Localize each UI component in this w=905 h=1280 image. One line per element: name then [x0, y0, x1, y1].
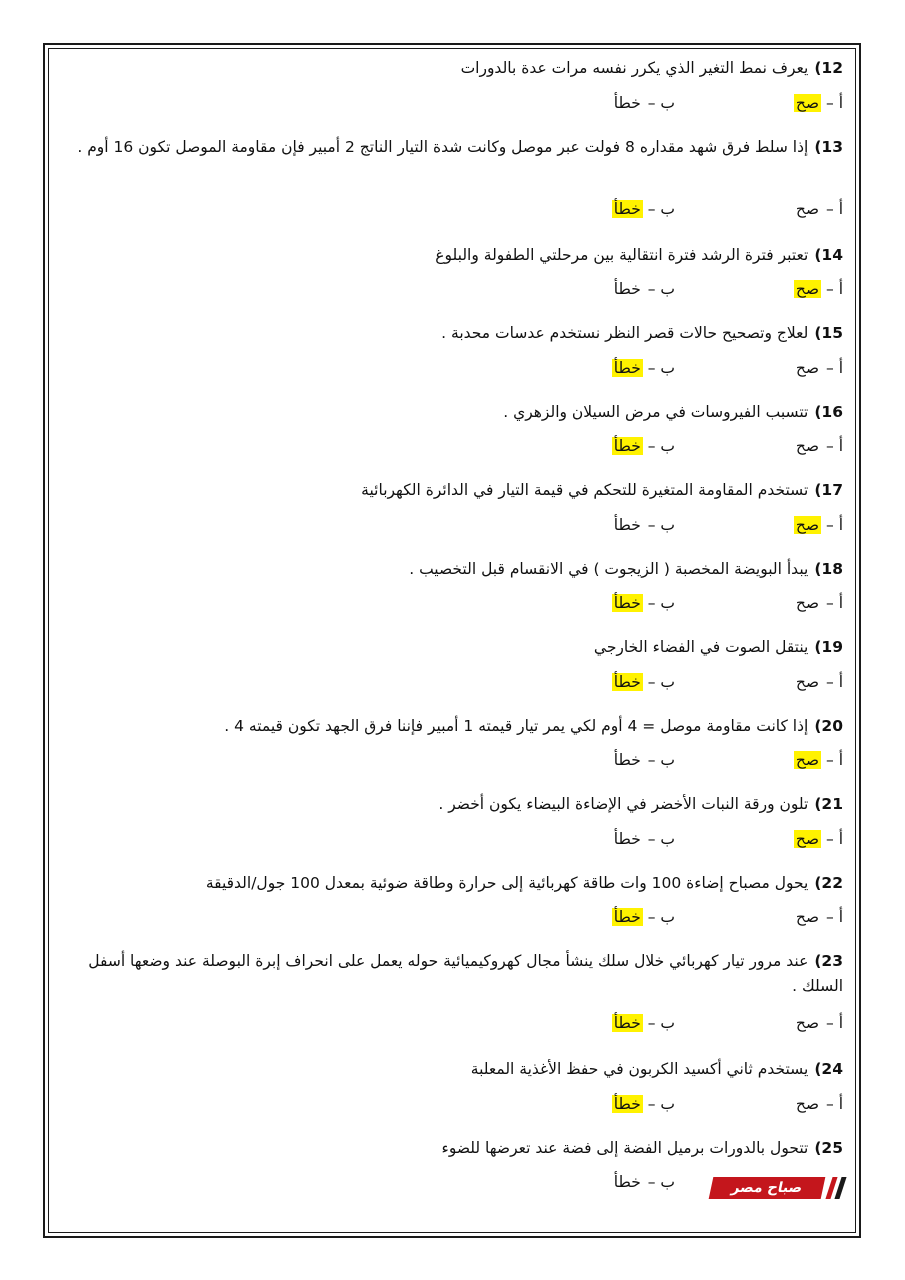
option-letter: أ –	[826, 1094, 843, 1113]
option-label-highlighted: خطأ	[613, 672, 641, 691]
question-text: لعلاج وتصحيح حالات قصر النظر نستخدم عدسات محدبة .	[441, 324, 809, 342]
question-item	[50, 1051, 843, 1130]
question-text-line	[50, 635, 843, 660]
option-letter: ب –	[647, 1094, 675, 1113]
option-letter: ب –	[647, 829, 675, 848]
option-label-highlighted: خطأ	[613, 437, 641, 455]
option-true[interactable]	[794, 1092, 843, 1116]
question-item	[50, 472, 843, 551]
option-label-highlighted: صح	[795, 751, 820, 769]
option-true[interactable]	[794, 434, 843, 458]
option-letter: أ –	[826, 199, 843, 218]
question-number: 14)	[814, 245, 843, 264]
question-text: يبدأ البويضة المخصبة ( الزيجوت ) في الانقسام قبل التخصيب .	[409, 559, 809, 578]
question-item	[50, 129, 843, 237]
answer-options	[543, 591, 843, 617]
option-label: خطأ	[613, 829, 641, 848]
question-item	[50, 551, 843, 630]
option-label: خطأ	[613, 280, 641, 298]
answer-options	[543, 91, 843, 117]
option-false[interactable]	[612, 277, 675, 301]
question-number: 15)	[814, 324, 843, 342]
logo-text: صباح مصر	[709, 1177, 826, 1199]
option-letter: ب –	[647, 1014, 675, 1032]
question-number: 22)	[814, 873, 843, 892]
option-false[interactable]	[612, 1011, 675, 1035]
option-false[interactable]	[612, 1170, 675, 1194]
option-label: صح	[795, 1094, 820, 1113]
question-text: عند مرور تيار كهربائي خلال سلك ينشأ مجال كهروكيميائية حوله يعمل على انحراف إبرة البوصلة عند وضعها أسفل السلك .	[88, 952, 843, 995]
question-number: 12)	[814, 59, 843, 77]
answer-options	[543, 1011, 843, 1037]
option-label-highlighted: صح	[795, 280, 820, 298]
answer-options	[543, 905, 843, 931]
option-false[interactable]	[612, 591, 675, 615]
option-true[interactable]	[794, 356, 843, 380]
question-text: تتسبب الفيروسات في مرض السيلان والزهري .	[503, 402, 809, 421]
option-true[interactable]	[794, 905, 843, 929]
question-number: 20)	[814, 716, 843, 735]
option-letter: أ –	[826, 829, 843, 848]
option-label: خطأ	[613, 751, 641, 769]
option-true[interactable]	[794, 827, 843, 851]
answer-options	[543, 827, 843, 853]
question-text-line	[50, 871, 843, 896]
question-text-line	[50, 714, 843, 739]
question-item	[50, 50, 843, 129]
option-false[interactable]	[612, 356, 675, 380]
answer-options	[543, 670, 843, 696]
option-letter: أ –	[826, 515, 843, 534]
question-text-line	[50, 557, 843, 582]
option-false[interactable]	[612, 748, 675, 772]
option-label: خطأ	[613, 1173, 641, 1191]
question-text: يحول مصباح إضاءة 100 وات طاقة كهربائية إلى حرارة وطاقة ضوئية بمعدل 100 جول/الدقيقة	[205, 873, 809, 892]
option-false[interactable]	[612, 434, 675, 458]
option-label: صح	[795, 594, 820, 612]
option-label-highlighted: خطأ	[613, 1014, 641, 1032]
option-letter: أ –	[826, 751, 843, 769]
option-true[interactable]	[794, 197, 843, 221]
option-false[interactable]	[612, 513, 675, 537]
option-letter: ب –	[647, 908, 675, 926]
question-text-line	[50, 400, 843, 425]
option-label-highlighted: خطأ	[613, 594, 641, 612]
question-number: 13)	[814, 137, 843, 156]
option-letter: أ –	[826, 1014, 843, 1032]
option-letter: أ –	[826, 93, 843, 112]
question-list	[50, 50, 843, 1208]
question-number: 21)	[814, 795, 843, 813]
question-item	[50, 708, 843, 787]
question-number: 18)	[814, 559, 843, 578]
option-label-highlighted: صح	[795, 515, 820, 534]
option-true[interactable]	[794, 670, 843, 694]
question-text: إذا سلط فرق شهد مقداره 8 فولت عبر موصل وكانت شدة التيار الناتج 2 أمبير فإن مقاومة الموصل تكون 16 أوم .	[77, 137, 809, 156]
question-text: تلون ورقة النبات الأخضر في الإضاءة البيضاء يكون أخضر .	[438, 795, 809, 813]
option-label: خطأ	[613, 515, 641, 534]
option-letter: ب –	[647, 515, 675, 534]
option-label: صح	[795, 672, 820, 691]
question-text: يعرف نمط التغير الذي يكرر نفسه مرات عدة بالدورات	[460, 59, 809, 77]
option-label: صح	[795, 358, 820, 377]
option-false[interactable]	[612, 905, 675, 929]
question-number: 25)	[814, 1138, 843, 1157]
option-letter: ب –	[647, 199, 675, 218]
option-false[interactable]	[612, 670, 675, 694]
option-false[interactable]	[612, 827, 675, 851]
question-text-line	[50, 792, 843, 817]
watermark-logo	[703, 1177, 853, 1201]
option-letter: ب –	[647, 594, 675, 612]
question-number: 17)	[814, 481, 843, 499]
option-label: صح	[795, 1014, 820, 1032]
option-letter: ب –	[647, 437, 675, 455]
option-true[interactable]	[794, 513, 843, 537]
option-true[interactable]	[794, 91, 843, 115]
option-letter: ب –	[647, 280, 675, 298]
answer-options	[543, 1092, 843, 1118]
question-item	[50, 237, 843, 316]
question-item	[50, 394, 843, 473]
question-text-line	[50, 949, 843, 999]
option-label: صح	[795, 437, 820, 455]
option-letter: أ –	[826, 908, 843, 926]
option-letter: ب –	[647, 751, 675, 769]
option-false[interactable]	[612, 197, 675, 221]
option-letter: أ –	[826, 280, 843, 298]
question-number: 24)	[814, 1060, 843, 1078]
option-false[interactable]	[612, 91, 675, 115]
question-text: ينتقل الصوت في الفضاء الخارجي	[593, 638, 809, 656]
option-label-highlighted: خطأ	[613, 908, 641, 926]
option-label-highlighted: خطأ	[613, 358, 641, 377]
question-item	[50, 943, 843, 1051]
question-text-line	[50, 1136, 843, 1161]
option-letter: ب –	[647, 93, 675, 112]
question-item	[50, 315, 843, 394]
question-item	[50, 629, 843, 708]
question-item	[50, 786, 843, 865]
question-text: تتحول بالدورات برميل الفضة إلى فضة عند تعرضها للضوء	[441, 1138, 809, 1157]
option-true[interactable]	[794, 1011, 843, 1035]
question-number: 19)	[814, 638, 843, 656]
question-text: تعتبر فترة الرشد فترة انتقالية بين مرحلتي الطفولة والبلوغ	[435, 245, 809, 264]
option-label-highlighted: خطأ	[613, 199, 641, 218]
option-letter: أ –	[826, 358, 843, 377]
question-text: إذا كانت مقاومة موصل = 4 أوم لكي يمر تيار قيمته 1 أمبير فإننا فرق الجهد تكون قيمته 4 .	[224, 716, 809, 735]
option-letter: أ –	[826, 672, 843, 691]
answer-options	[543, 356, 843, 382]
answer-options	[543, 748, 843, 774]
option-true[interactable]	[794, 748, 843, 772]
question-text-line	[50, 478, 843, 503]
option-letter: ب –	[647, 1173, 675, 1191]
option-label-highlighted: خطأ	[613, 1094, 641, 1113]
question-number: 16)	[814, 402, 843, 421]
question-text-line	[50, 56, 843, 81]
answer-options	[543, 277, 843, 303]
option-false[interactable]	[612, 1092, 675, 1116]
option-true[interactable]	[794, 277, 843, 301]
question-text-line	[50, 1057, 843, 1082]
option-letter: أ –	[826, 437, 843, 455]
question-text-line	[50, 243, 843, 268]
question-text-line	[50, 321, 843, 346]
option-label: صح	[795, 908, 820, 926]
option-letter: ب –	[647, 672, 675, 691]
answer-options	[543, 513, 843, 539]
question-number: 23)	[814, 952, 843, 970]
question-item	[50, 865, 843, 944]
option-true[interactable]	[794, 591, 843, 615]
option-label-highlighted: صح	[795, 93, 820, 112]
option-letter: ب –	[647, 358, 675, 377]
question-text: تستخدم المقاومة المتغيرة للتحكم في قيمة التيار في الدائرة الكهربائية	[361, 481, 809, 499]
option-label-highlighted: صح	[795, 829, 820, 848]
logo-stripes	[827, 1177, 847, 1199]
answer-options	[543, 197, 843, 223]
option-label: خطأ	[613, 93, 641, 112]
option-letter: أ –	[826, 594, 843, 612]
question-text: يستخدم ثاني أكسيد الكربون في حفظ الأغذية المعلبة	[470, 1060, 809, 1078]
question-text-line	[50, 135, 843, 160]
answer-options	[543, 434, 843, 460]
option-label: صح	[795, 199, 820, 218]
